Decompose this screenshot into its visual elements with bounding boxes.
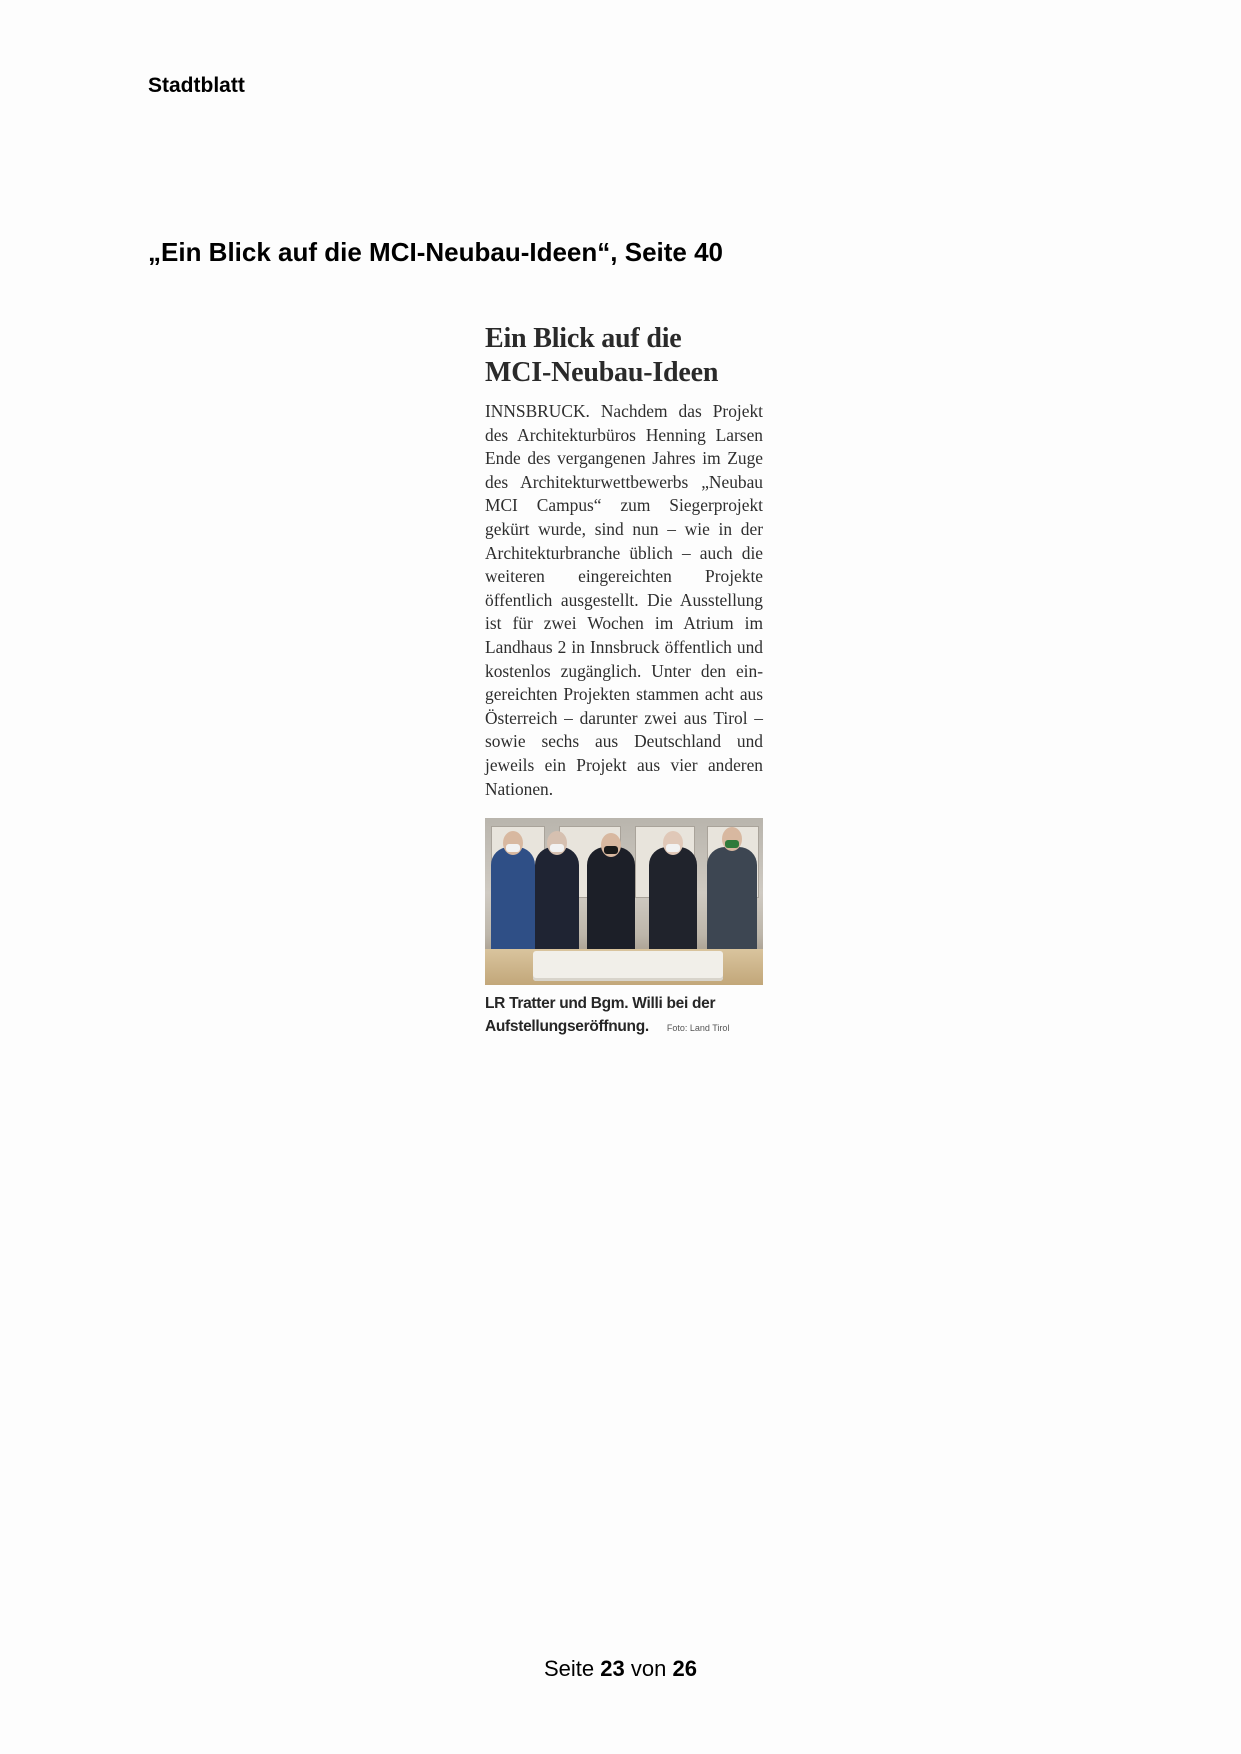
photo-caption xyxy=(485,992,763,1040)
footer-prefix: Seite xyxy=(544,1656,595,1681)
clipping-headline-line1: Ein Blick auf die xyxy=(485,323,682,354)
page-number-footer xyxy=(0,1656,1241,1682)
caption-line1: LR Tratter und Bgm. Willi bei der xyxy=(485,995,716,1013)
architecture-model xyxy=(533,951,723,981)
person-figure xyxy=(649,847,697,959)
clipping-headline xyxy=(485,322,763,390)
source-label: Stadtblatt xyxy=(148,74,245,97)
face-mask xyxy=(604,846,618,854)
footer-middle: von xyxy=(630,1656,667,1681)
total-pages-number: 26 xyxy=(672,1656,697,1681)
face-mask xyxy=(725,840,739,848)
face-mask xyxy=(666,844,680,852)
current-page-number: 23 xyxy=(600,1656,625,1681)
clipping-headline-line2: MCI-Neubau-Ideen xyxy=(485,357,719,388)
person-figure xyxy=(587,847,635,959)
document-heading: „Ein Blick auf die MCI-Neubau-Ideen“, Seite 40 xyxy=(148,237,724,267)
clipping-body-text: INNSBRUCK. Nachdem das Projekt des Architekturbüros Henning Larsen Ende des vergangenen Jahres im Zuge des Architekturwettbewerbs „Neubau MCI Campus“ zum Siegerprojekt gekürt wurde, sind nun – wie in der Architekturbranche üblich – auch die weiteren eingereichten Projekte öffentlich ausgestellt. Die Ausstellung ist für zwei Wochen im Atrium im Landhaus 2 in Innsbruck öffentlich und kostenlos zugänglich. Unter den eingereichten Projekten stammen acht aus Österreich – darunter zwei aus Tirol – sowie sechs aus Deutschland und jeweils ein Projekt aus vier anderen Nationen. xyxy=(485,401,763,799)
face-mask xyxy=(506,844,520,852)
newspaper-clipping xyxy=(485,322,763,1040)
clipping-photo xyxy=(485,818,763,985)
face-mask xyxy=(550,844,564,852)
person-figure xyxy=(491,847,535,959)
person-figure xyxy=(707,847,757,959)
caption-line2: Aufstellungseröffnung. xyxy=(485,1018,649,1036)
person-figure xyxy=(535,847,579,959)
photo-credit: Foto: Land Tirol xyxy=(666,1023,730,1034)
